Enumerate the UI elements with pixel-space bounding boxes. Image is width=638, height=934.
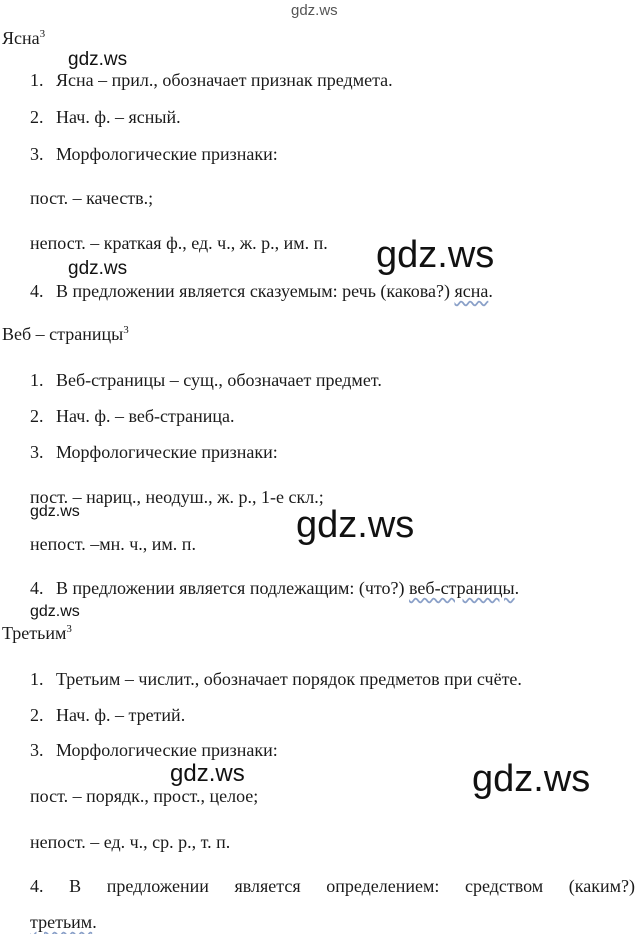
- list-item: 3. Морфологические признаки:: [30, 144, 278, 164]
- underlined-word: веб-страницы: [409, 578, 515, 598]
- list-item: 3. Морфологические признаки:: [30, 442, 278, 462]
- constant-features: пост. – качеств.;: [30, 188, 154, 208]
- watermark-small-3: gdz.ws: [30, 503, 80, 520]
- list-item-continuation: третьим.: [30, 912, 97, 932]
- list-item: 1. Веб-страницы – сущ., обозначает предмет.: [30, 370, 382, 390]
- list-item: 1. Третьим – числит., обозначает порядок предметов при счёте.: [30, 669, 522, 689]
- watermark-small-5: gdz.ws: [170, 760, 245, 787]
- watermark-large-2: gdz.ws: [296, 504, 415, 546]
- underlined-word: третьим: [30, 912, 93, 932]
- list-item-justified: 4. В предложении является определением: средством (каким?): [30, 876, 635, 896]
- watermark-small-4: gdz.ws: [30, 603, 80, 620]
- variable-features: непост. –мн. ч., им. п.: [30, 534, 196, 554]
- watermark-large-1: gdz.ws: [376, 234, 495, 276]
- variable-features: непост. – краткая ф., ед. ч., ж. р., им. п.: [30, 233, 328, 253]
- list-item: 4. В предложении является подлежащим: (что?) веб-страницы.: [30, 578, 520, 598]
- variable-features: непост. – ед. ч., ср. р., т. п.: [30, 832, 231, 852]
- list-item: 2. Нач. ф. – веб-страница.: [30, 406, 235, 426]
- section-heading: Третьим$^3$: [2, 623, 72, 643]
- watermark-top: gdz.ws: [291, 2, 338, 19]
- watermark-small-2: gdz.ws: [68, 258, 128, 279]
- section-heading: Ясна$^3$: [2, 28, 46, 48]
- list-item: 1. Ясна – прил., обозначает признак предмета.: [30, 70, 393, 90]
- underlined-word: ясна: [454, 281, 489, 301]
- watermark-large-3: gdz.ws: [472, 758, 591, 800]
- list-item: 2. Нач. ф. – третий.: [30, 705, 186, 725]
- constant-features: пост. – нариц., неодуш., ж. р., 1-е скл.;: [30, 487, 324, 507]
- watermark-small-1: gdz.ws: [68, 49, 128, 70]
- constant-features: пост. – порядк., прост., целое;: [30, 786, 259, 806]
- list-item: 4. В предложении является сказуемым: речь (какова?) ясна.: [30, 281, 493, 301]
- list-item: 3. Морфологические признаки:: [30, 740, 278, 760]
- section-heading: Веб – страницы$^3$: [2, 324, 129, 344]
- list-item: 2. Нач. ф. – ясный.: [30, 107, 181, 127]
